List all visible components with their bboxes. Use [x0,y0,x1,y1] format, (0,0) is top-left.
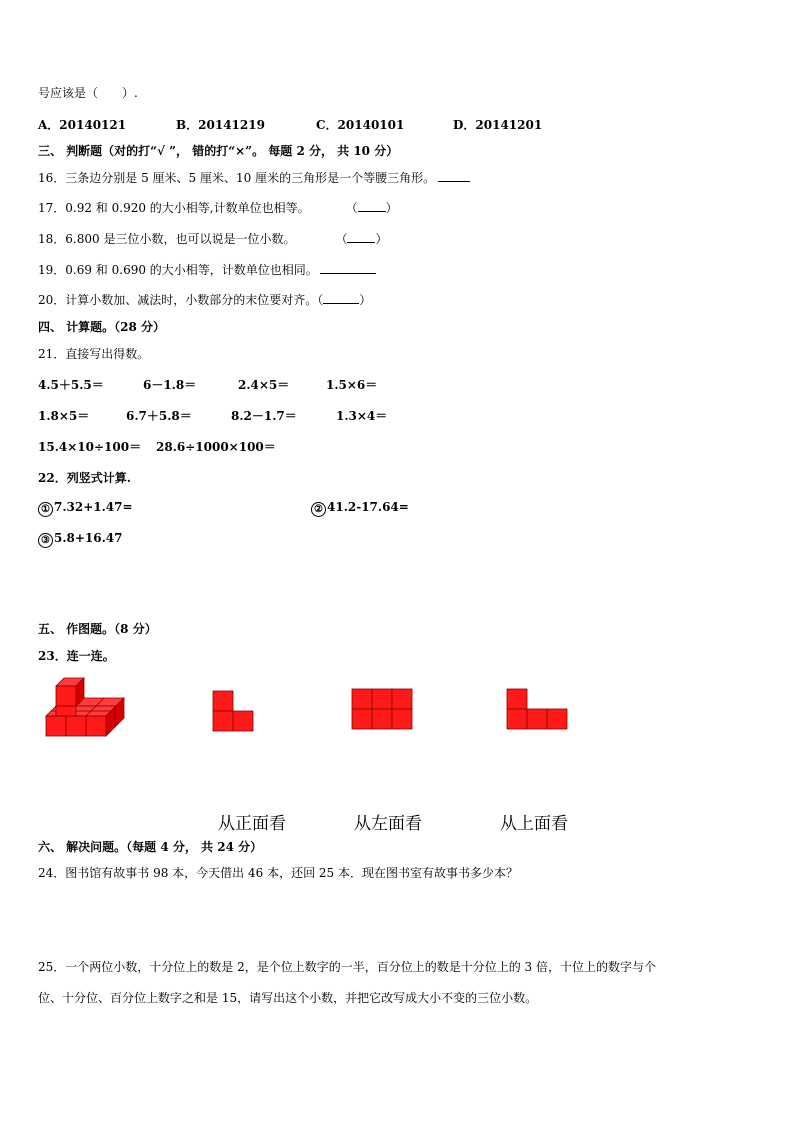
view-shape-1 [212,690,256,732]
circled-number-3: ③ [38,533,53,548]
view-label-top: 从上面看 [500,814,568,834]
question-15-tail: 号应该是（ ）. [38,86,138,100]
question-25-line-1: 25．一个两位小数，十分位上的数是 2，是个位上数字的一半，百分位上的数是十分位上的 3 倍，十位上的数字与个 [38,960,656,974]
calc-item: 28.6÷1000×100＝ [156,440,276,454]
question-19-text: 19．0.69 和 0.690 的大小相等，计数单位也相同。 [38,263,318,277]
answer-blank[interactable] [323,291,359,304]
paren-close: ） [375,232,388,246]
view-shape-3 [506,688,570,732]
paren-close: ） [385,201,398,215]
vertical-calc-1-text: 7.32+1.47= [54,500,133,514]
paren-open: （ [335,232,348,246]
answer-blank[interactable] [320,261,376,274]
answer-blank[interactable] [347,230,375,243]
vertical-calc-2 [311,500,409,517]
question-20-text: 20．计算小数加、减法时，小数部分的末位要对齐。 [38,293,318,307]
calc-item: 8.2－1.7＝ [231,409,297,423]
vertical-calc-1 [38,500,133,517]
paren-open: （ [317,293,324,307]
view-label-left: 从左面看 [354,814,422,834]
question-25-line-2: 位、十分位、百分位上数字之和是 15，请写出这个小数，并把它改写成大小不变的三位小数。 [38,991,538,1005]
section-5-heading: 五、 作图题。（8 分） [38,622,157,636]
paren-open: （ [345,201,358,215]
question-18 [38,230,387,247]
view-label-front: 从正面看 [218,814,286,834]
calc-item: 1.5×6＝ [326,378,378,392]
question-24: 24．图书馆有故事书 98 本，今天借出 46 本，还回 25 本．现在图书室有故事书多少本？ [38,866,518,880]
option-a: A．20140121 [38,118,127,132]
calc-item: 1.3×4＝ [336,409,388,423]
question-16-text: 16．三条边分别是 5 厘米、5 厘米、10 厘米的三角形是一个等腰三角形。 [38,171,436,185]
question-19 [38,261,376,278]
cube-solid-image [44,678,130,740]
question-20 [38,291,371,308]
question-17-text: 17．0.92 和 0.920 的大小相等,计数单位也相等。 [38,201,310,215]
section-6-heading: 六、 解决问题。（每题 4 分， 共 24 分） [38,840,263,854]
calc-item: 4.5＋5.5＝ [38,378,104,392]
calc-item: 6－1.8＝ [143,378,197,392]
vertical-calc-2-text: 41.2-17.64= [327,500,409,514]
answer-blank[interactable] [358,199,386,212]
section-3-heading: 三、 判断题（对的打“√ ”， 错的打“×”。 每题 2 分， 共 10 分） [38,144,399,158]
vertical-calc-3-text: 5.8+16.47 [54,531,123,545]
question-16 [38,169,470,186]
calc-item: 15.4×10÷100＝ [38,440,142,454]
circled-number-2: ② [311,502,326,517]
calc-item: 2.4×5＝ [238,378,290,392]
option-b: B．20141219 [176,118,265,132]
answer-blank[interactable] [438,169,470,182]
vertical-calc-3 [38,531,123,548]
view-shape-2 [351,688,415,732]
question-23: 23．连一连。 [38,649,115,663]
calc-item: 6.7＋5.8＝ [126,409,192,423]
calc-item: 1.8×5＝ [38,409,90,423]
option-d: D．20141201 [453,118,543,132]
question-18-text: 18．6.800 是三位小数，也可以说是一位小数。 [38,232,296,246]
paren-close: ） [359,293,372,307]
section-4-heading: 四、 计算题。（28 分） [38,320,166,334]
circled-number-1: ① [38,502,53,517]
question-17 [38,199,398,216]
question-21: 21．直接写出得数。 [38,347,150,361]
option-c: C．20140101 [316,118,405,132]
question-22: 22．列竖式计算. [38,471,131,485]
